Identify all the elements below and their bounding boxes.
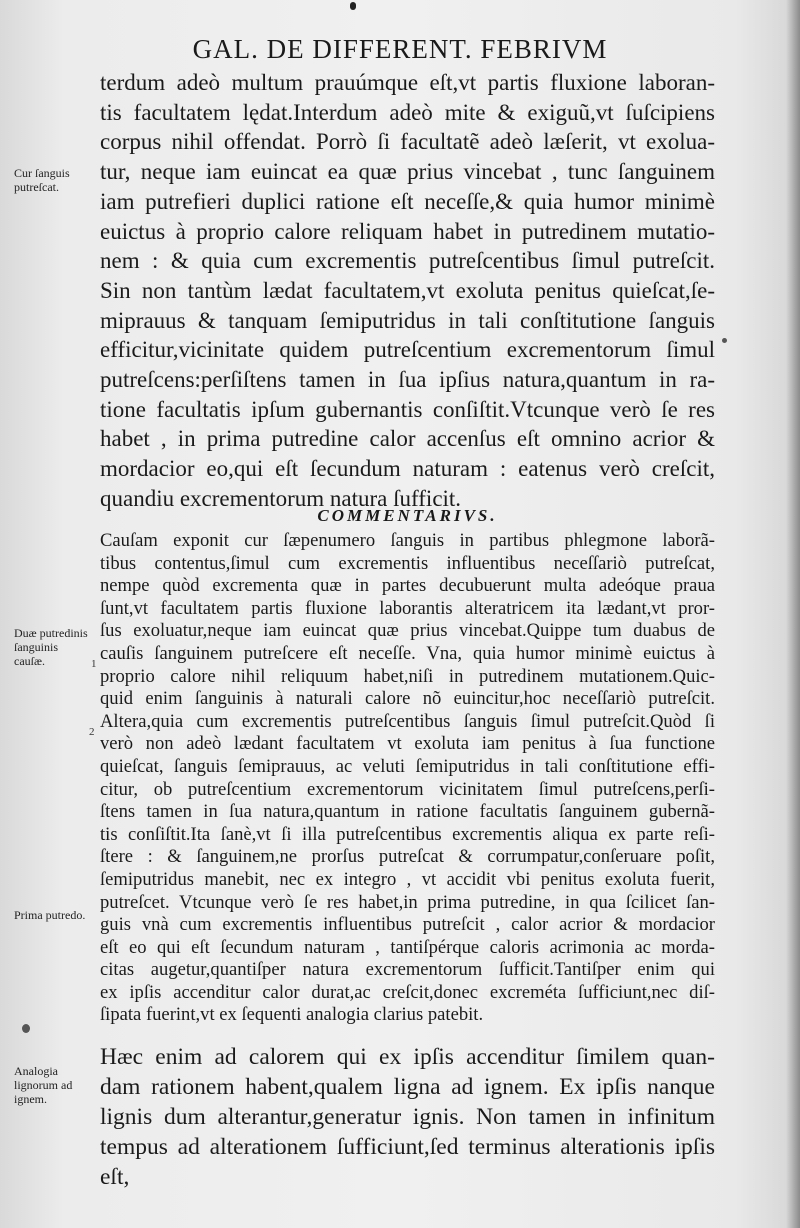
closing-text-line: Hæc enim ad calorem qui ex ipſis accenditur ſimilem quan- xyxy=(100,1044,715,1070)
main-text-line: mordacior eo,qui eſt ſecundum naturam : eatenus verò creſcit, xyxy=(100,456,715,482)
main-text-line: putreſcens:perſiſtens tamen in ſua ipſius natura,quantum in ra- xyxy=(100,367,715,393)
main-text-line: nem : & quia cum excrementis putreſcentibus ſimul putreſcit. xyxy=(100,248,715,274)
commentary-line: nempe quòd excrementa quæ in partes decubuerunt multa adeóque praua xyxy=(100,575,715,597)
main-text-line: Sin non tantùm lædat facultatem,vt exoluta penitus quieſcat,ſe- xyxy=(100,277,715,303)
main-text-line: iam putrefieri duplici ratione eſt neceſſe,& quia humor minimè xyxy=(100,188,715,214)
commentary-heading: COMMENTARIVS. xyxy=(317,506,498,525)
marginal-note-3: Prima putredo. xyxy=(14,908,86,922)
main-text-line: euictus à proprio calore reliquam habet in putredinem mutatio- xyxy=(100,218,715,244)
ink-spot xyxy=(722,338,727,343)
reference-number-2: 2 xyxy=(89,726,95,738)
commentary-line: ſtens tamen in ſua natura,quantum in ratione facultatis ſanguinem gubernã- xyxy=(100,801,715,823)
closing-text-line: tempus ad alterationem ſufficiunt,ſed terminus alterationis ipſis xyxy=(100,1134,715,1160)
closing-text-line: dam rationem habent,qualem ligna ad ignem. Ex ipſis nanque xyxy=(100,1074,715,1100)
main-text-line: efficitur,vicinitate quidem putreſcentium excrementorum ſimul xyxy=(100,337,715,363)
commentary-line: verò non adeò lædant facultatem vt exoluta iam penitus à ſua functione xyxy=(100,733,715,755)
main-text-line: terdum adeò multum prauúmque eſt,vt partis fluxione laboran- xyxy=(100,70,715,95)
commentary-line: Cauſam exponit cur ſæpenumero ſanguis in partibus phlegmone laborã- xyxy=(100,530,715,551)
commentary-line: ſunt,vt facultatem partis fluxione laborantis alteratricem ita lædant,vt pror- xyxy=(100,597,715,619)
commentary-line: ex ipſis accenditur calor durat,ac creſcit,donec excreméta ſufficiunt,nec diſ- xyxy=(100,981,715,1003)
main-text-line: habet , in prima putredine calor accenſus eſt omnino acrior & xyxy=(100,426,715,452)
reference-number-1: 1 xyxy=(91,658,97,670)
marginal-note-1: Cur ſanguis putreſcat. xyxy=(14,166,70,194)
commentary-line: quieſcat, ſanguis ſemiprauus, ac veluti ſemiputridus in tali conſtitutione effi- xyxy=(100,755,715,777)
commentary-line: putreſcet. Vtcunque verò ſe res habet,in prima putredine, in qua ſcilicet ſan- xyxy=(100,891,715,913)
commentary-line: ſipata fuerint,vt ex ſequenti analogia clarius patebit. xyxy=(100,1004,484,1026)
commentary-line: citur, ob putreſcentium excrementorum vicinitatem ſimul putreſcens,perſi- xyxy=(100,778,715,800)
closing-text-line: eſt, xyxy=(100,1164,130,1190)
closing-text-block xyxy=(100,1042,715,1192)
ink-spot xyxy=(350,2,356,10)
page-edge-shadow xyxy=(786,0,800,1228)
commentary-line: tis conſiſtit.Ita ſanè,vt ſi illa putreſcentibus excrementis aliqua ex parte reſi- xyxy=(100,823,715,845)
commentary-line: ſus exoluatur,neque iam euincat quæ prius vincebat.Quippe tum duabus de xyxy=(100,620,715,642)
commentary-line: eſt eo qui eſt ſecundum naturam , tantiſpérque caloris acrimonia ac morda- xyxy=(100,936,715,958)
marginal-note-4: Analogia lignorum ad ignem. xyxy=(14,1064,73,1106)
commentary-line: citas augetur,quantiſper natura excrementorum ſufficit.Tantiſper enim qui xyxy=(100,959,715,981)
main-text-line: tione facultatis ipſum gubernantis conſiſtit.Vtcunque verò ſe res xyxy=(100,396,715,422)
commentary-line: proprio calore nihil reliquum habet,niſi in putredinem mutationem.Quic- xyxy=(100,665,715,687)
ink-spot xyxy=(22,1024,30,1033)
main-text-line: tur, neque iam euincat ea quæ prius vincebat , tunc ſanguinem xyxy=(100,159,715,185)
commentary-line: ſtere : & ſanguinem,ne prorſus putreſcat & corrumpatur,conſeruare poſit, xyxy=(100,846,715,868)
commentary-line: guis vnà cum excrementis influentibus putreſcit , calor acrior & mordacior xyxy=(100,914,715,936)
closing-text-line: lignis dum alterantur,generatur ignis. Non tamen in infinitum xyxy=(100,1104,715,1130)
main-text-line: tis facultatem lędat.Interdum adeò mite & exiguũ,vt ſuſcipiens xyxy=(100,99,715,125)
main-text-line: quandiu excrementorum natura ſufficit. xyxy=(100,485,462,511)
commentary-line: ſemiputridus manebit, nec ex integro , vt accidit vbi penitus exoluta fuerit, xyxy=(100,868,715,890)
commentary-line: Altera,quia cum excrementis putreſcentibus ſanguis ſimul putreſcit.Quòd ſi xyxy=(100,710,715,732)
running-head: GAL. DE DIFFERENT. FEBRIVM xyxy=(192,34,608,64)
main-text-block xyxy=(100,68,715,514)
main-text-line: corpus nihil offendat. Porrò ſi facultatẽ adeò læſerit, vt exolua- xyxy=(100,129,715,155)
main-text-line: miprauus & tanquam ſemiputridus in tali conſtitutione ſanguis xyxy=(100,307,715,333)
commentary-line: quid enim ſanguinis à naturali calore nõ euincitur,hoc neceſſariò putreſcit. xyxy=(100,688,715,710)
commentary-text-block xyxy=(100,530,715,1027)
commentary-line: cauſis ſanguinem putreſcere eſt neceſſe. Vna, quia humor minimè euictus à xyxy=(100,642,715,664)
commentary-line: tibus contentus,ſimul cum excrementis influentibus neceſſariò putreſcat, xyxy=(100,552,715,574)
marginal-note-2: Duæ putredinis ſanguinis cauſæ. xyxy=(14,626,88,668)
